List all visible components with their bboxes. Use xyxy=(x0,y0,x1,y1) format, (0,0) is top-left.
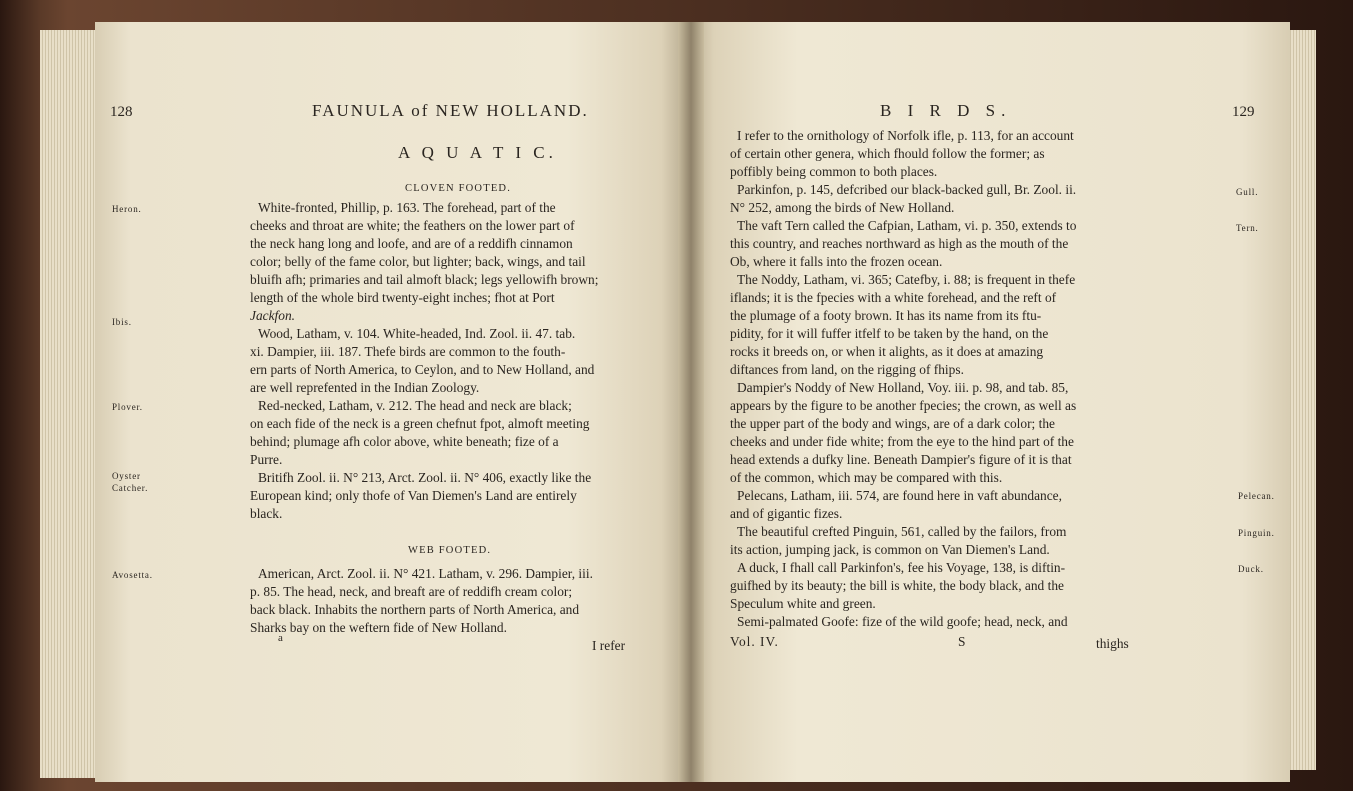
catchword-left: I refer xyxy=(592,638,626,653)
margin-note-oyster: Oyster xyxy=(112,471,141,481)
text-line: the upper part of the body and wings, are of a dark color; the xyxy=(730,416,1055,431)
text-line: poffibly being common to both places. xyxy=(730,164,938,179)
text-line: length of the whole bird twenty-eight inches; fhot at Port xyxy=(250,290,555,305)
text-line: rocks it breeds on, or when it alights, as it does at amazing xyxy=(730,344,1044,359)
text-line: color; belly of the fame color, but lighter; back, wings, and tail xyxy=(250,254,586,269)
margin-note-plover: Plover. xyxy=(112,402,143,412)
text-line: Semi-palmated Goofe: fize of the wild goofe; head, neck, and xyxy=(737,614,1068,629)
catchword-right: thighs xyxy=(1096,636,1129,651)
text-line: cheeks and throat are white; the feathers on the lower part of xyxy=(250,218,575,233)
text-line: ern parts of North America, to Ceylon, and to New Holland, and xyxy=(250,362,595,377)
text-line: Sharks bay on the weftern fide of New Holland. xyxy=(250,620,507,635)
margin-note-catcher: Catcher. xyxy=(112,483,149,493)
text-line: Dampier's Noddy of New Holland, Voy. iii. p. 98, and tab. 85, xyxy=(737,380,1069,395)
margin-note-tern: Tern. xyxy=(1236,223,1259,233)
text-line: Wood, Latham, v. 104. White-headed, Ind. Zool. ii. 47. tab. xyxy=(258,326,576,341)
text-line: iflands; it is the fpecies with a white forehead, and the reft of xyxy=(730,290,1057,305)
text-line: A duck, I fhall call Parkinfon's, fee his Voyage, 138, is diftin- xyxy=(737,560,1066,575)
text-line: the plumage of a footy brown. It has its name from its ftu- xyxy=(730,308,1042,323)
text-line: are well reprefented in the Indian Zoology. xyxy=(250,380,480,395)
running-head-left: FAUNULA of NEW HOLLAND. xyxy=(312,101,589,120)
text-line: bluifh afh; primaries and tail almoft black; legs yellowifh brown; xyxy=(250,272,599,287)
text-line: Parkinfon, p. 145, defcribed our black-backed gull, Br. Zool. ii. xyxy=(737,182,1077,197)
text-line: Red-necked, Latham, v. 212. The head and neck are black; xyxy=(258,398,572,413)
text-line: I refer to the ornithology of Norfolk ifle, p. 113, for an account xyxy=(737,128,1074,143)
signature-letter: S xyxy=(958,634,966,649)
margin-note-pelecan: Pelecan. xyxy=(1238,491,1275,501)
text-line: xi. Dampier, iii. 187. Thefe birds are common to the fouth- xyxy=(250,344,566,359)
margin-note-pinguin: Pinguin. xyxy=(1238,528,1275,538)
text-line: this country, and reaches northward as high as the mouth of the xyxy=(730,236,1069,251)
text-line: p. 85. The head, neck, and breaft are of reddifh cream color; xyxy=(250,584,573,599)
margin-note-duck: Duck. xyxy=(1238,564,1264,574)
text-line: diftances from land, on the rigging of fhips. xyxy=(730,362,964,377)
margin-note-heron: Heron. xyxy=(112,204,142,214)
text-line: behind; plumage afh color above, white beneath; fize of a xyxy=(250,434,559,449)
page-number-right: 129 xyxy=(1232,104,1255,120)
text-line: its action, jumping jack, is common on Van Diemen's Land. xyxy=(730,542,1050,557)
text-line: White-fronted, Phillip, p. 163. The forehead, part of the xyxy=(258,200,556,215)
subsection-web-footed: WEB FOOTED. xyxy=(408,545,492,556)
text-line: Speculum white and green. xyxy=(730,596,876,611)
margin-note-avosetta: Avosetta. xyxy=(112,570,153,580)
signature-mark: a xyxy=(278,632,283,644)
text-line: back black. Inhabits the northern parts of North America, and xyxy=(250,602,580,617)
volume-label: Vol. IV. xyxy=(730,634,779,649)
text-line: guifhed by its beauty; the bill is white, the body black, and the xyxy=(730,578,1064,593)
text-line: pidity, for it will fuffer itfelf to be taken by the hand, on the xyxy=(730,326,1049,341)
text-line: head extends a dufky line. Beneath Dampier's figure of it is that xyxy=(730,452,1072,467)
text-line: of the common, which may be compared with this. xyxy=(730,470,1003,485)
subsection-cloven-footed: CLOVEN FOOTED. xyxy=(405,183,512,194)
page-number-left: 128 xyxy=(110,104,133,120)
text-line: Pelecans, Latham, iii. 574, are found here in vaft abundance, xyxy=(737,488,1062,503)
text-line: American, Arct. Zool. ii. N° 421. Latham, v. 296. Dampier, iii. xyxy=(258,566,593,581)
running-head-right: B I R D S. xyxy=(880,101,1012,120)
text-line: of certain other genera, which fhould follow the former; as xyxy=(730,146,1045,161)
text-line: the neck hang long and loofe, and are of a reddifh cinnamon xyxy=(250,236,573,251)
text-line: appears by the figure to be another fpecies; the crown, as well as xyxy=(730,398,1077,413)
text-line: Purre. xyxy=(250,452,283,467)
text-line: N° 252, among the birds of New Holland. xyxy=(730,200,955,215)
text-line: on each fide of the neck is a green chefnut fpot, almoft meeting xyxy=(250,416,590,431)
book-gutter xyxy=(678,22,704,782)
text-line: Ob, where it falls into the frozen ocean. xyxy=(730,254,943,269)
section-title: A Q U A T I C. xyxy=(398,143,557,162)
text-line: Britifh Zool. ii. N° 213, Arct. Zool. ii. N° 406, exactly like the xyxy=(258,470,592,485)
text-line: black. xyxy=(250,506,283,521)
page-edges-right xyxy=(1288,30,1316,770)
text-line: Jackfon. xyxy=(250,308,295,323)
text-line: cheeks and under fide white; from the eye to the hind part of the xyxy=(730,434,1074,449)
text-line: European kind; only thofe of Van Diemen's Land are entirely xyxy=(250,488,577,503)
text-line: The vaft Tern called the Cafpian, Latham, vi. p. 350, extends to xyxy=(737,218,1077,233)
margin-note-ibis: Ibis. xyxy=(112,317,132,327)
page-edges-left xyxy=(40,30,98,778)
text-line: The Noddy, Latham, vi. 365; Catefby, i. 88; is frequent in thefe xyxy=(737,272,1076,287)
text-line: and of gigantic fizes. xyxy=(730,506,843,521)
text-line: The beautiful crefted Pinguin, 561, called by the failors, from xyxy=(737,524,1067,539)
margin-note-gull: Gull. xyxy=(1236,187,1259,197)
